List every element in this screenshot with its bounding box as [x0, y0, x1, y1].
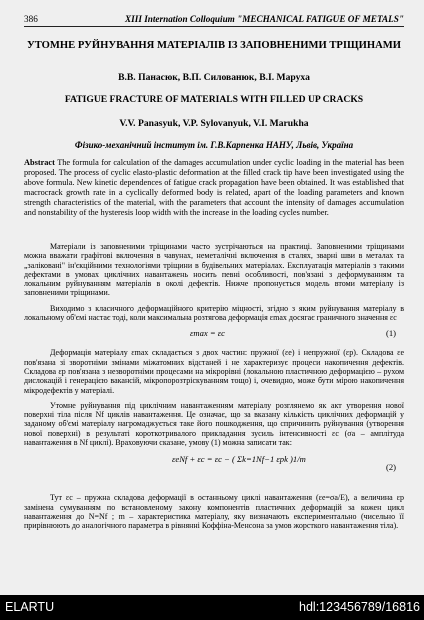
equation-2-number: (2): [385, 462, 396, 473]
abstract: [24, 158, 404, 219]
viewer-footer-bar: [0, 595, 424, 620]
paragraph-3: Деформація матеріалу εmax складається з двох частин: пружної (εe) і непружної (εp). Складова εe пов'язана зі зворотніми змінами міжатомних відстаней і не характеризує процеси накопичення дефектів. Складова εp пов'язана з незворотніми процесами на мікрорівні (локальною пластичною деформацією – рухом дислокацій і генерацією вакансій, мікропорозтріскуванням тощо) і, очевидно, може бути мірою накопичення мікродефектів у матеріалі.: [24, 348, 404, 395]
body-text: [24, 242, 404, 531]
abstract-label: Abstract: [24, 158, 55, 167]
equation-1-formula: εmax = εc: [190, 328, 226, 339]
equation-1-number: (1): [385, 328, 396, 339]
paragraph-5: Тут εc – пружна складова деформації в останньому циклі навантаження (εe=σa/E), а величина εp замінена сумуванням по встановленому закону компонентів пластичних деформацій за кожен цикл навантаження до N=Nf ; m – характеристика матеріалу, яку визначають експериментально (чисельно її прирівнюють до аналогічного параметра в рівнянні Коффіна-Менсона за умов жорсткого навантаження тіла).: [24, 493, 404, 531]
abstract-text: The formula for calculation of the damages accumulation under cyclic loading in the material has been proposed. The process of cyclic elasto-plastic deformation at the filled crack tip have been investigated using the above formula. New kinetic dependences of fatigue crack propagation have been obtained. It was established that macrocrack growth rate in a cyclically deformed body is related, apart of the loading parameters and known strength characteristics of the material, with the parameters that account the intensity of damages accumulation and nonstability of the hysteresis loop width with the increase in the loading cycles number.: [24, 158, 404, 218]
equation-1: [24, 326, 404, 344]
authors-english: V.V. Panasyuk, V.P. Sylovanyuk, V.I. Marukha: [119, 118, 309, 129]
handle-id: hdl:123456789/16816: [299, 600, 420, 614]
page-number: 386: [24, 14, 38, 24]
affiliation: Фізико-механічний інститут ім. Г.В.Карпенка НАНУ, Львів, Україна: [74, 140, 354, 150]
conference-title: XIII Internation Colloquium "MECHANICAL FATIGUE OF METALS": [125, 14, 404, 24]
repository-name: ELARTU: [5, 600, 55, 614]
equation-2: [24, 451, 404, 489]
header-rule: [24, 26, 404, 27]
equation-2-formula: εeNf + εc = εc − ( Σk=1Nf−1 εpk )1/m: [172, 454, 306, 465]
title-english: FATIGUE FRACTURE OF MATERIALS WITH FILLED UP CRACKS: [64, 94, 364, 105]
paragraph-2: Виходимо з класичного деформаційного критерію міцності, згідно з яким руйнування матеріалу в локальному об'ємі настає тоді, коли максимальна розтягова деформація εmax досягає граничного значення εc: [24, 303, 404, 323]
paragraph-4: Утомне руйнування під циклічним навантаженням матеріалу розглянемо як акт утворення нової поверхні тіла після Nf циклів навантаження. Це означає, що за вказану кількість циклічних деформацій у заданому об'ємі матеріалу нагромаджується таке його пошкодження, що спричинить руйнування (утворення нової поверхні) в результаті короткотривалого прикладання зусиль інтенсивності εc (σa – амплітуда навантаження в Nf циклі). Враховуючи сказане, умову (1) можна записати так:: [24, 400, 404, 448]
authors-ukrainian: В.В. Панасюк, В.П. Силованюк, В.І. Маруха: [118, 72, 310, 83]
title-ukrainian: УТОМНЕ РУЙНУВАННЯ МАТЕРІАЛІВ ІЗ ЗАПОВНЕНИМИ ТРІЩИНАМИ: [26, 40, 401, 51]
paragraph-1: Матеріали із заповненими тріщинами часто зустрічаються на практиці. Заповненими тріщинами можна вважати графітові включення в чавунах, неметалічні включення в сталях, зварні шви в металах та „залікованi" ін'єкційними технологіями тріщини в будівельних матеріалах. Експлуатація матеріалів з такими дефектами в умовах циклічних навантажень носить певні особливості, пов'язані з деформуванням та локальним руйнуванням матеріалів в околі дефектів. Нижче пропонується модель втоми матеріалу із заповненими тріщинами.: [24, 242, 404, 298]
